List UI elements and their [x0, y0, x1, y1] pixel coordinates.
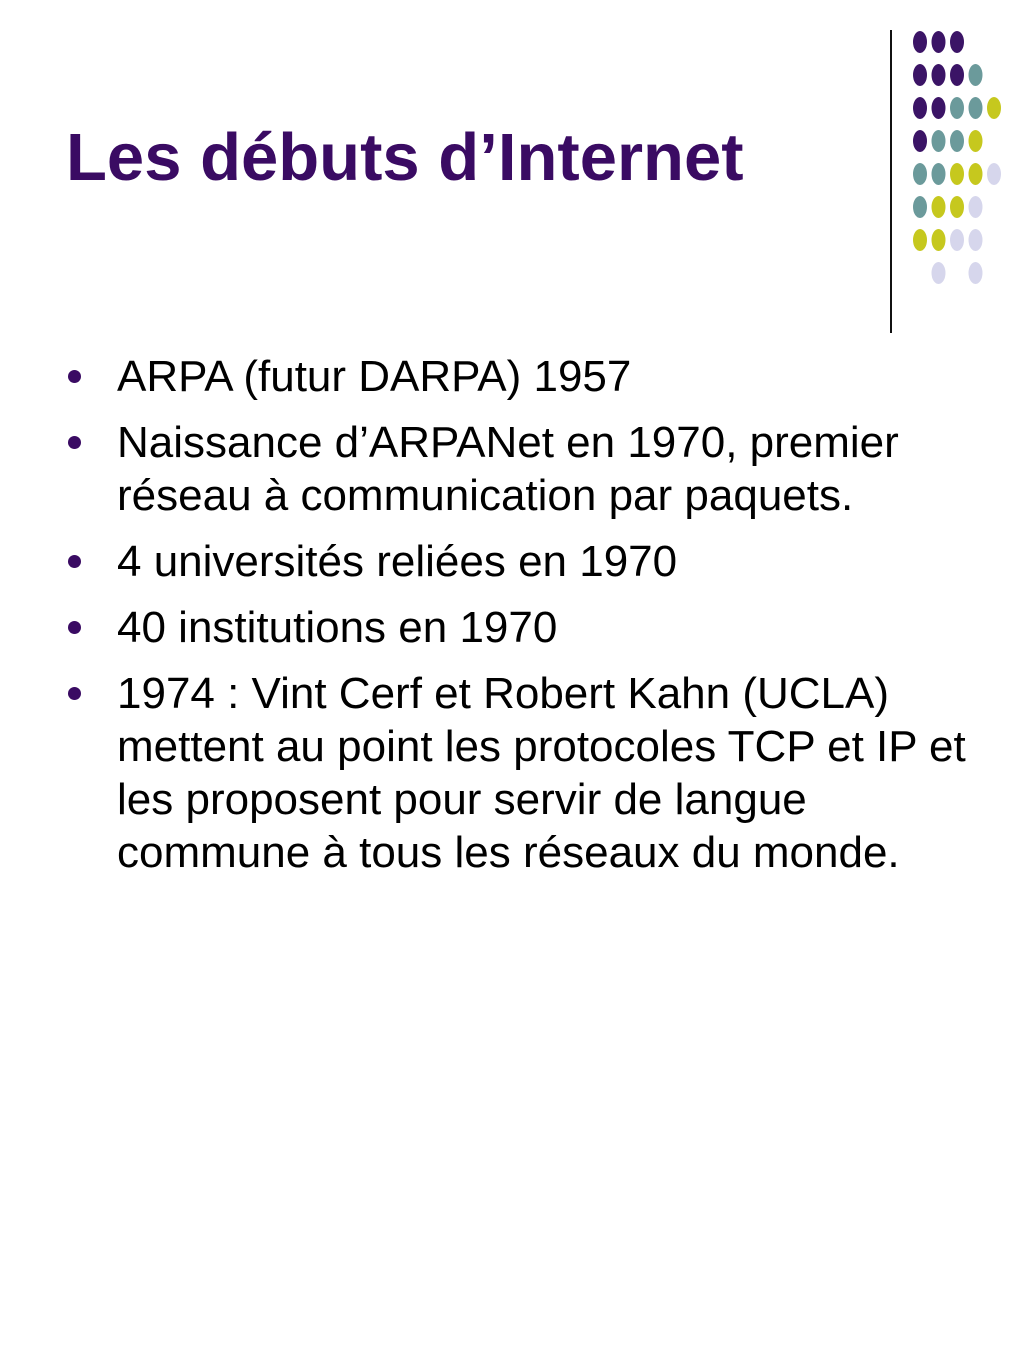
list-item: [117, 416, 987, 522]
decor-dot: [913, 229, 927, 251]
decor-dot: [932, 64, 946, 86]
bullet-text: ARPA (futur DARPA) 1957: [117, 352, 632, 401]
decor-dot: [913, 130, 927, 152]
decor-dot: [913, 163, 927, 185]
decor-dot: [950, 196, 964, 218]
decor-dot: [969, 196, 983, 218]
bullet-icon: [68, 436, 81, 449]
decor-dot: [950, 97, 964, 119]
decor-dot: [950, 130, 964, 152]
decor-dot: [950, 31, 964, 53]
decor-dot: [950, 229, 964, 251]
list-item: [117, 601, 987, 654]
decor-dot: [969, 262, 983, 284]
decor-dot: [932, 130, 946, 152]
decor-dot: [932, 196, 946, 218]
bullet-icon: [68, 555, 81, 568]
decor-dot: [913, 64, 927, 86]
bullet-text: 4 universités reliées en 1970: [117, 537, 678, 586]
decor-dot: [969, 130, 983, 152]
bullet-icon: [68, 370, 81, 383]
list-item: [117, 350, 987, 403]
decor-dot: [932, 163, 946, 185]
list-item: [117, 535, 987, 588]
decor-dot: [932, 229, 946, 251]
decor-dot: [987, 97, 1001, 119]
decor-dot: [950, 64, 964, 86]
decor-dot: [932, 97, 946, 119]
decor-dot: [932, 262, 946, 284]
decor-dot: [913, 196, 927, 218]
decor-dot: [950, 163, 964, 185]
bullet-text: 1974 : Vint Cerf et Robert Kahn (UCLA) mettent au point les protocoles TCP et IP et les proposent pour servir de langue commune à tous les réseaux du monde.: [117, 669, 966, 877]
slide-title: Les débuts d’Internet: [66, 120, 744, 195]
decor-dot: [969, 163, 983, 185]
decor-dot: [969, 97, 983, 119]
vertical-divider: [890, 30, 892, 333]
decor-dot: [987, 163, 1001, 185]
bullet-text: 40 institutions en 1970: [117, 603, 558, 652]
decor-dot: [913, 97, 927, 119]
bullet-icon: [68, 621, 81, 634]
decor-dot: [969, 64, 983, 86]
list-item: [117, 667, 987, 879]
decor-dot: [969, 229, 983, 251]
bullet-text: Naissance d’ARPANet en 1970, premier réseau à communication par paquets.: [117, 418, 899, 520]
bullet-list: [117, 350, 987, 892]
decor-dot: [932, 31, 946, 53]
bullet-icon: [68, 687, 81, 700]
decor-dot: [913, 31, 927, 53]
